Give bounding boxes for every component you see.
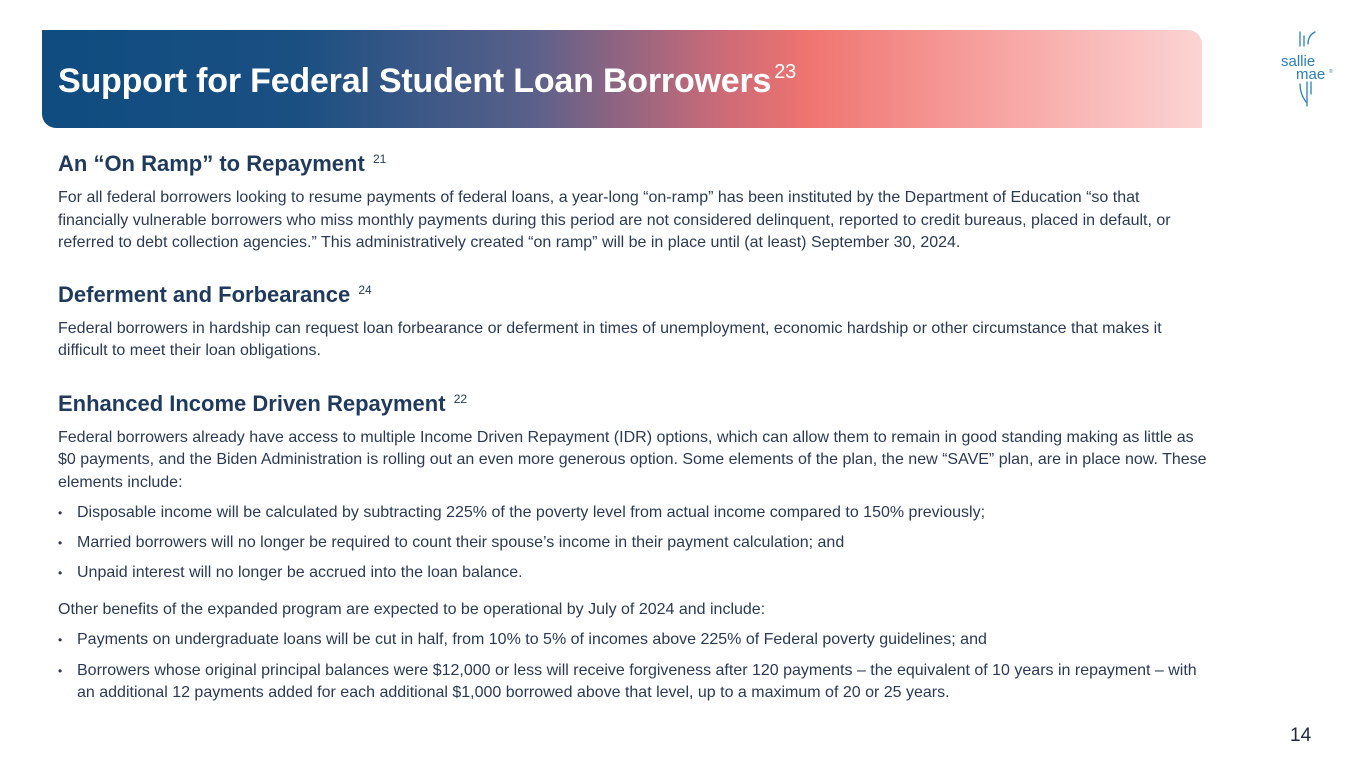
page-number: 14 <box>1290 725 1312 746</box>
title-banner <box>42 30 1202 128</box>
logo-text-line2: mae <box>1296 66 1326 83</box>
list-item <box>58 629 1208 652</box>
page-title <box>58 61 796 101</box>
section-paragraph-deferment: Federal borrowers in hardship can request loan forbearance or deferment in times of unemployment, economic hardship or other circumstance that makes it difficult to meet their loan obligations. <box>58 319 1162 359</box>
section-heading-on-ramp <box>58 146 1208 177</box>
logo-registered-mark: ® <box>1329 69 1333 75</box>
list-item-text: Borrowers whose original principal balances were $12,000 or less will receive forgiveness after 120 payments – the equivalent of 10 years in repayment – with an additional 12 payments added for each additional $1,000 borrowed above that level, up to a maximum of 20 or 25 years. <box>77 661 1197 701</box>
list-item <box>58 502 1208 525</box>
section-paragraph-idr-benefits: Other benefits of the expanded program are expected to be operational by July of 2024 and include: <box>58 600 766 618</box>
list-item <box>58 562 1208 585</box>
logo-text-line1: sallie <box>1281 53 1316 70</box>
bullet-icon: • <box>58 663 63 678</box>
section-heading-text: An “On Ramp” to Repayment <box>58 151 365 176</box>
bullet-icon: • <box>58 536 63 550</box>
bullet-icon: • <box>58 506 63 520</box>
list-item-text: Married borrowers will no longer be required to count their spouse’s income in their payment calculation; and <box>77 534 845 551</box>
section-on-ramp <box>58 146 1208 255</box>
section-paragraph-on-ramp: For all federal borrowers looking to resume payments of federal loans, a year-long “on-ramp” has been instituted by the Department of Education “so that financially vulnerable borrowers who miss monthly payments during this period are not considered delinquent, reported to credit bureaus, placed in default, or referred to debt collection agencies.” This administratively created “on ramp” will be in place until (at least) September 30, 2024. <box>58 189 1171 251</box>
page-title-text: Support for Federal Student Loan Borrowers <box>58 62 772 100</box>
section-heading-idr <box>58 386 1208 417</box>
section-paragraph-idr: Federal borrowers already have access to multiple Income Driven Repayment (IDR) options, which can allow them to remain in good standing making as little as $0 payments, and the Biden Administration is rolling out an even more generous option. Some elements of the plan, the new “SAVE” plan, are in place now. These elements include: <box>58 428 1207 491</box>
section-heading-text: Deferment and Forbearance <box>58 281 351 307</box>
section-footnote: 24 <box>358 282 372 297</box>
section-deferment <box>58 277 1208 363</box>
save-plan-bullet-list <box>58 502 1208 585</box>
list-item <box>58 532 1208 555</box>
section-idr <box>58 386 1208 705</box>
sallie-mae-logo-mark <box>1278 28 1336 108</box>
list-item-text: Payments on undergraduate loans will be cut in half, from 10% to 5% of incomes above 225% of Federal poverty guidelines; and <box>77 631 987 648</box>
list-item-text: Disposable income will be calculated by subtracting 225% of the poverty level from actual income compared to 150% previously; <box>77 504 986 521</box>
expanded-program-bullet-list <box>58 629 1208 705</box>
list-item <box>58 660 1208 705</box>
section-heading-text: Enhanced Income Driven Repayment <box>58 390 446 416</box>
bullet-icon: • <box>58 566 63 580</box>
bullet-icon: • <box>58 633 63 647</box>
section-footnote: 21 <box>372 152 387 166</box>
title-footnote: 23 <box>774 61 797 83</box>
section-footnote: 22 <box>453 391 468 406</box>
main-content <box>58 146 1208 705</box>
list-item-text: Unpaid interest will no longer be accrued into the loan balance. <box>77 564 523 581</box>
section-heading-deferment <box>58 277 1208 308</box>
sallie-mae-logo <box>1278 28 1336 108</box>
